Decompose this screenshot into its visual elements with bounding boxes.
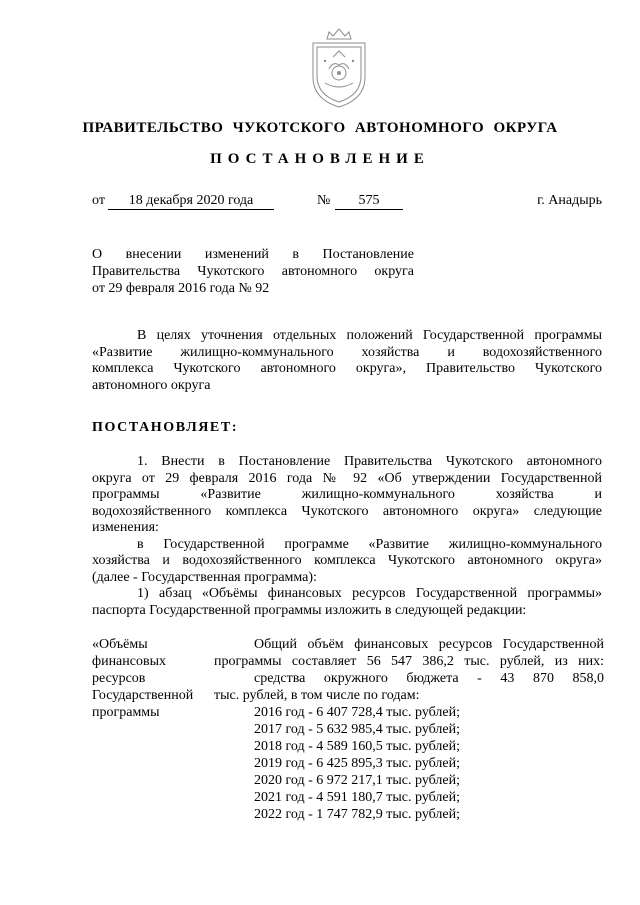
passport-label xyxy=(92,636,214,721)
subject-line: О внесении изменений в Постановление xyxy=(92,247,414,262)
item-line: в Государственной программе «Развитие жилищно-коммунального xyxy=(137,536,602,552)
item-line: водохозяйственного комплекса Чукотского автономного округа» следующие xyxy=(92,503,602,519)
passport-content-line: Общий объём финансовых ресурсов Государственной xyxy=(254,637,604,652)
date-label: от xyxy=(92,193,105,208)
preamble-paragraph xyxy=(92,328,602,394)
document-number: 575 xyxy=(335,192,403,210)
subject-line: от 29 февраля 2016 года № 92 xyxy=(92,281,270,296)
number-label: № xyxy=(317,193,331,208)
year-amount-line: 2017 год - 5 632 985,4 тыс. рублей; xyxy=(254,722,461,737)
government-title: ПРАВИТЕЛЬСТВО ЧУКОТСКОГО АВТОНОМНОГО ОКРУГА xyxy=(82,120,558,136)
year-amount-line: 2022 год - 1 747 782,9 тыс. рублей; xyxy=(254,807,461,822)
item-1-paragraph xyxy=(92,454,602,619)
year-amount-line: 2016 год - 6 407 728,4 тыс. рублей; xyxy=(254,705,461,720)
item-line: 1) абзац «Объёмы финансовых ресурсов Государственной программы» xyxy=(137,586,602,601)
item-line: округа от 29 февраля 2016 года № 92 «Об утверждении Государственной xyxy=(92,470,602,486)
passport-content-line: тыс. рублей, в том числе по годам: xyxy=(214,688,420,703)
preamble-line: В целях уточнения отдельных положений Государственной программы xyxy=(137,328,602,343)
passport-label-line: программы xyxy=(92,705,160,720)
passport-label-line: финансовых xyxy=(92,654,166,669)
coat-of-arms-icon xyxy=(303,25,375,111)
passport-label-line: Государственной xyxy=(92,688,194,703)
passport-label-line: ресурсов xyxy=(92,671,146,686)
preamble-line: «Развитие жилищно-коммунального хозяйства и водохозяйственного xyxy=(92,344,602,360)
preamble-line: комплекса Чукотского автономного округа», Правительство Чукотского xyxy=(92,361,602,376)
item-line: паспорта Государственной программы изложить в следующей редакции: xyxy=(92,602,527,618)
year-amount-line: 2021 год - 4 591 180,7 тыс. рублей; xyxy=(254,790,461,805)
passport-content-line: средства окружного бюджета - 43 870 858,0 xyxy=(254,671,604,686)
passport-content-line: программы составляет 56 547 386,2 тыс. рублей, из них: xyxy=(214,654,604,669)
item-line: 1. Внести в Постановление Правительства Чукотского автономного xyxy=(137,454,602,469)
item-line: (далее - Государственная программа): xyxy=(92,569,317,585)
item-line: программы «Развитие жилищно-коммунального хозяйства и xyxy=(92,487,602,502)
resolves-heading: ПОСТАНОВЛЯЕТ: xyxy=(92,420,239,435)
document-subject xyxy=(92,246,414,297)
document-type: ПОСТАНОВЛЕНИЕ xyxy=(210,151,430,167)
year-amount-line: 2019 год - 6 425 895,3 тыс. рублей; xyxy=(254,756,461,771)
passport-label-line: «Объёмы xyxy=(92,637,148,652)
document-date: 18 декабря 2020 года xyxy=(108,192,274,210)
year-amount-line: 2020 год - 6 972 217,1 тыс. рублей; xyxy=(254,773,461,788)
item-line: изменения: xyxy=(92,520,159,535)
year-amount-line: 2018 год - 4 589 160,5 тыс. рублей; xyxy=(254,739,461,754)
passport-content xyxy=(214,636,604,823)
item-line: хозяйства и водохозяйственного комплекса Чукотского автономного округа» xyxy=(92,553,602,568)
document-city: г. Анадырь xyxy=(537,193,602,208)
preamble-line: автономного округа xyxy=(92,377,211,393)
subject-line: Правительства Чукотского автономного округа xyxy=(92,264,414,279)
